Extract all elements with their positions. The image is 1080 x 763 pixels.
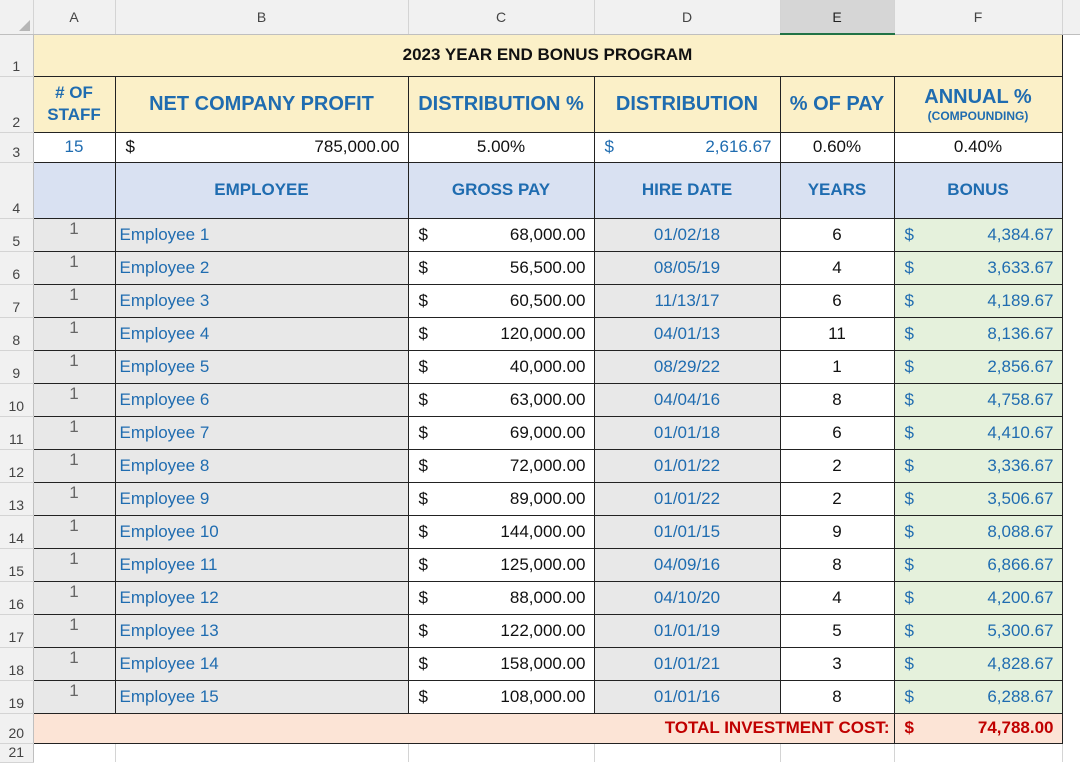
row-header-1[interactable]: 1 <box>0 34 33 76</box>
gross-value: 120,000.00 <box>500 323 586 343</box>
bonus-currency: $ <box>904 257 914 277</box>
employee-name-cell[interactable]: Employee 3 <box>115 284 408 317</box>
gross-value: 68,000.00 <box>509 224 586 244</box>
gross-value: 125,000.00 <box>500 554 586 574</box>
bonus-cell[interactable] <box>894 416 1062 449</box>
employee-name-cell[interactable]: Employee 10 <box>115 515 408 548</box>
employee-row <box>0 350 1080 383</box>
row-header-5[interactable]: 5 <box>0 218 33 251</box>
bonus-cell[interactable] <box>894 482 1062 515</box>
gross-currency: $ <box>418 422 428 442</box>
bonus-value: 5,300.67 <box>987 620 1054 640</box>
gross-pay-cell[interactable] <box>408 548 594 581</box>
bonus-cell[interactable] <box>894 317 1062 350</box>
bonus-cell[interactable] <box>894 581 1062 614</box>
bonus-value: 2,856.67 <box>987 356 1054 376</box>
net-profit-currency: $ <box>125 137 135 156</box>
bonus-currency: $ <box>904 323 914 343</box>
distribution-value-cell[interactable] <box>594 132 780 162</box>
bonus-value: 4,410.67 <box>987 422 1054 442</box>
hire-date-cell[interactable]: 04/01/13 <box>594 317 780 350</box>
column-header-e[interactable]: E <box>780 0 894 34</box>
row-header-12[interactable]: 12 <box>0 449 33 482</box>
gross-value: 158,000.00 <box>500 653 586 673</box>
row-header-3[interactable]: 3 <box>0 132 33 162</box>
hire-date-cell[interactable]: 01/01/21 <box>594 647 780 680</box>
employee-row <box>0 680 1080 713</box>
employee-row <box>0 449 1080 482</box>
distribution-pct-header: DISTRIBUTION % <box>418 92 584 115</box>
employee-row <box>0 218 1080 251</box>
staff-cell[interactable]: 1 <box>33 581 115 614</box>
row-header-20[interactable]: 20 <box>0 713 33 743</box>
employee-row <box>0 482 1080 515</box>
years-header-cell[interactable]: YEARS <box>780 162 894 218</box>
net-profit-value: 785,000.00 <box>314 137 400 156</box>
column-header-row <box>0 0 1080 34</box>
employee-name-cell[interactable]: Employee 6 <box>115 383 408 416</box>
column-header-b[interactable]: B <box>115 0 408 34</box>
title-cell[interactable]: 2023 YEAR END BONUS PROGRAM <box>33 34 1062 76</box>
staff-cell[interactable]: 1 <box>33 218 115 251</box>
bonus-cell[interactable] <box>894 614 1062 647</box>
bonus-value: 6,288.67 <box>987 686 1054 706</box>
bonus-currency: $ <box>904 554 914 574</box>
bonus-currency: $ <box>904 686 914 706</box>
empty-cell[interactable] <box>33 743 115 762</box>
staff-cell[interactable]: 1 <box>33 515 115 548</box>
staff-cell[interactable]: 1 <box>33 350 115 383</box>
gross-currency: $ <box>418 257 428 277</box>
years-cell[interactable]: 8 <box>780 680 894 713</box>
gross-pay-cell[interactable] <box>408 515 594 548</box>
bonus-value: 8,136.67 <box>987 323 1054 343</box>
staff-cell[interactable]: 1 <box>33 614 115 647</box>
select-all-corner[interactable] <box>0 0 33 34</box>
years-cell[interactable]: 5 <box>780 614 894 647</box>
hire-date-cell[interactable]: 04/10/20 <box>594 581 780 614</box>
row-header-17[interactable]: 17 <box>0 614 33 647</box>
years-cell[interactable]: 3 <box>780 647 894 680</box>
gross-currency: $ <box>418 686 428 706</box>
bonus-currency: $ <box>904 587 914 607</box>
gross-value: 40,000.00 <box>509 356 586 376</box>
gross-pay-cell[interactable] <box>408 482 594 515</box>
empty-cell[interactable] <box>594 743 780 762</box>
hire-date-cell[interactable]: 08/29/22 <box>594 350 780 383</box>
bonus-value: 4,758.67 <box>987 389 1054 409</box>
bonus-value: 3,633.67 <box>987 257 1054 277</box>
total-value: 74,788.00 <box>977 718 1054 737</box>
gross-value: 108,000.00 <box>500 686 586 706</box>
employee-row <box>0 581 1080 614</box>
employee-header-cell[interactable]: EMPLOYEE <box>115 162 408 218</box>
hire-date-header-cell[interactable]: HIRE DATE <box>594 162 780 218</box>
bonus-currency: $ <box>904 521 914 541</box>
row-3 <box>0 132 1080 162</box>
bonus-cell[interactable] <box>894 647 1062 680</box>
net-profit-header-cell[interactable] <box>115 76 408 132</box>
hire-date-cell[interactable]: 01/02/18 <box>594 218 780 251</box>
gross-currency: $ <box>418 455 428 475</box>
employee-name-cell[interactable]: Employee 15 <box>115 680 408 713</box>
years-cell[interactable]: 6 <box>780 284 894 317</box>
gross-pay-cell[interactable] <box>408 350 594 383</box>
bonus-currency: $ <box>904 422 914 442</box>
gross-currency: $ <box>418 290 428 310</box>
gross-value: 63,000.00 <box>509 389 586 409</box>
row-header-14[interactable]: 14 <box>0 515 33 548</box>
row-header-18[interactable]: 18 <box>0 647 33 680</box>
gross-pay-cell[interactable] <box>408 416 594 449</box>
gross-value: 122,000.00 <box>500 620 586 640</box>
gross-currency: $ <box>418 389 428 409</box>
gross-currency: $ <box>418 554 428 574</box>
net-profit-header: NET COMPANY PROFIT <box>149 92 374 115</box>
annual-pct-subheader: (COMPOUNDING) <box>927 108 1029 123</box>
staff-cell[interactable]: 1 <box>33 647 115 680</box>
gross-pay-cell[interactable] <box>408 581 594 614</box>
years-cell[interactable]: 4 <box>780 581 894 614</box>
row-header-13[interactable]: 13 <box>0 482 33 515</box>
years-cell[interactable]: 6 <box>780 416 894 449</box>
annual-pct-header: ANNUAL % <box>924 85 1032 108</box>
bonus-cell[interactable] <box>894 218 1062 251</box>
bonus-value: 3,506.67 <box>987 488 1054 508</box>
column-header-d[interactable]: D <box>594 0 780 34</box>
gross-currency: $ <box>418 587 428 607</box>
hire-date-cell[interactable]: 11/13/17 <box>594 284 780 317</box>
pct-of-pay-value-cell[interactable]: 0.60% <box>780 132 894 162</box>
employee-row <box>0 416 1080 449</box>
gross-value: 60,500.00 <box>509 290 586 310</box>
hire-date-cell[interactable]: 04/09/16 <box>594 548 780 581</box>
staff-count-cell[interactable]: 15 <box>33 132 115 162</box>
row-header-15[interactable]: 15 <box>0 548 33 581</box>
employee-name-cell[interactable]: Employee 4 <box>115 317 408 350</box>
bonus-cell[interactable] <box>894 449 1062 482</box>
distribution-pct-header-cell[interactable] <box>408 76 594 132</box>
bonus-cell[interactable] <box>894 383 1062 416</box>
total-label-cell[interactable]: TOTAL INVESTMENT COST: <box>33 713 894 743</box>
gross-pay-header-cell[interactable]: GROSS PAY <box>408 162 594 218</box>
pct-of-pay-header-cell[interactable] <box>780 76 894 132</box>
employee-row <box>0 647 1080 680</box>
empty-cell[interactable] <box>408 743 594 762</box>
row-header-11[interactable]: 11 <box>0 416 33 449</box>
gross-currency: $ <box>418 323 428 343</box>
distribution-value: 2,616.67 <box>705 137 772 156</box>
distribution-currency: $ <box>604 137 614 156</box>
bonus-currency: $ <box>904 455 914 475</box>
row-header-8[interactable]: 8 <box>0 317 33 350</box>
total-currency: $ <box>904 718 914 737</box>
column-header-c[interactable]: C <box>408 0 594 34</box>
years-cell[interactable]: 11 <box>780 317 894 350</box>
years-cell[interactable]: 9 <box>780 515 894 548</box>
gross-value: 88,000.00 <box>509 587 586 607</box>
years-cell[interactable]: 8 <box>780 548 894 581</box>
hire-date-cell[interactable]: 01/01/22 <box>594 482 780 515</box>
bonus-cell[interactable] <box>894 350 1062 383</box>
gross-pay-cell[interactable] <box>408 614 594 647</box>
distribution-header-cell[interactable] <box>594 76 780 132</box>
gross-currency: $ <box>418 521 428 541</box>
years-cell[interactable]: 6 <box>780 218 894 251</box>
row-20 <box>0 713 1080 743</box>
employee-row <box>0 317 1080 350</box>
employee-row <box>0 515 1080 548</box>
employee-name-cell[interactable]: Employee 5 <box>115 350 408 383</box>
employee-row <box>0 284 1080 317</box>
employee-name-cell[interactable]: Employee 13 <box>115 614 408 647</box>
bonus-value: 8,088.67 <box>987 521 1054 541</box>
employee-name-cell[interactable]: Employee 2 <box>115 251 408 284</box>
hire-date-cell[interactable]: 04/04/16 <box>594 383 780 416</box>
bonus-cell[interactable] <box>894 680 1062 713</box>
empty-cell[interactable] <box>115 743 408 762</box>
bonus-cell[interactable] <box>894 515 1062 548</box>
gross-pay-cell[interactable] <box>408 218 594 251</box>
row-4 <box>0 162 1080 218</box>
employee-name-cell[interactable]: Employee 8 <box>115 449 408 482</box>
empty-cell[interactable] <box>780 743 894 762</box>
years-cell[interactable]: 2 <box>780 482 894 515</box>
gross-pay-cell[interactable] <box>408 284 594 317</box>
employee-row <box>0 383 1080 416</box>
employee-name-cell[interactable]: Employee 9 <box>115 482 408 515</box>
bonus-cell[interactable] <box>894 284 1062 317</box>
row-1 <box>0 34 1080 76</box>
gross-pay-cell[interactable] <box>408 449 594 482</box>
row-header-9[interactable]: 9 <box>0 350 33 383</box>
distribution-header: DISTRIBUTION <box>615 92 759 115</box>
bonus-currency: $ <box>904 389 914 409</box>
hire-date-cell[interactable]: 01/01/22 <box>594 449 780 482</box>
gross-value: 72,000.00 <box>509 455 586 475</box>
staff-cell[interactable]: 1 <box>33 383 115 416</box>
years-cell[interactable]: 2 <box>780 449 894 482</box>
hire-date-cell[interactable]: 01/01/15 <box>594 515 780 548</box>
column-header-a[interactable]: A <box>33 0 115 34</box>
row-header-16[interactable]: 16 <box>0 581 33 614</box>
gross-currency: $ <box>418 224 428 244</box>
row-header-4[interactable]: 4 <box>0 162 33 218</box>
bonus-header-cell[interactable]: BONUS <box>894 162 1062 218</box>
row-header-7[interactable]: 7 <box>0 284 33 317</box>
staff-cell[interactable]: 1 <box>33 548 115 581</box>
staff-cell[interactable]: 1 <box>33 482 115 515</box>
employee-name-cell[interactable]: Employee 7 <box>115 416 408 449</box>
employee-name-cell[interactable]: Employee 12 <box>115 581 408 614</box>
employee-name-cell[interactable]: Employee 1 <box>115 218 408 251</box>
gross-pay-cell[interactable] <box>408 680 594 713</box>
empty-cell[interactable] <box>894 743 1062 762</box>
employee-row <box>0 614 1080 647</box>
gross-pay-cell[interactable] <box>408 251 594 284</box>
employee-name-cell[interactable]: Employee 14 <box>115 647 408 680</box>
gross-pay-cell[interactable] <box>408 647 594 680</box>
row-2 <box>0 76 1080 132</box>
blank-header-cell[interactable] <box>33 162 115 218</box>
bonus-currency: $ <box>904 653 914 673</box>
years-cell[interactable]: 1 <box>780 350 894 383</box>
gross-currency: $ <box>418 356 428 376</box>
bonus-currency: $ <box>904 290 914 310</box>
net-profit-value-cell[interactable] <box>115 132 408 162</box>
gross-pay-cell[interactable] <box>408 383 594 416</box>
employee-row <box>0 548 1080 581</box>
bonus-value: 4,828.67 <box>987 653 1054 673</box>
bonus-value: 4,200.67 <box>987 587 1054 607</box>
staff-cell[interactable]: 1 <box>33 317 115 350</box>
gross-currency: $ <box>418 620 428 640</box>
staff-cell[interactable]: 1 <box>33 251 115 284</box>
column-header-f[interactable]: F <box>894 0 1062 34</box>
distribution-pct-value-cell[interactable]: 5.00% <box>408 132 594 162</box>
staff-cell[interactable]: 1 <box>33 416 115 449</box>
staff-header-cell[interactable] <box>33 76 115 132</box>
row-header-6[interactable]: 6 <box>0 251 33 284</box>
bonus-value: 4,384.67 <box>987 224 1054 244</box>
staff-cell[interactable]: 1 <box>33 449 115 482</box>
gross-value: 56,500.00 <box>509 257 586 277</box>
pct-of-pay-header: % OF PAY <box>789 92 885 115</box>
column-header-blank <box>1062 0 1080 34</box>
bonus-value: 6,866.67 <box>987 554 1054 574</box>
bonus-currency: $ <box>904 356 914 376</box>
staff-cell[interactable]: 1 <box>33 680 115 713</box>
hire-date-cell[interactable]: 08/05/19 <box>594 251 780 284</box>
annual-pct-value-cell[interactable]: 0.40% <box>894 132 1062 162</box>
select-all-triangle-icon <box>19 20 30 31</box>
gross-value: 144,000.00 <box>500 521 586 541</box>
gross-value: 69,000.00 <box>509 422 586 442</box>
row-21 <box>0 743 1080 762</box>
row-header-19[interactable]: 19 <box>0 680 33 713</box>
bonus-cell[interactable] <box>894 548 1062 581</box>
staff-header-line1: # OF <box>55 83 93 102</box>
row-header-21[interactable]: 21 <box>0 743 33 762</box>
bonus-currency: $ <box>904 224 914 244</box>
gross-currency: $ <box>418 488 428 508</box>
gross-currency: $ <box>418 653 428 673</box>
row-header-2[interactable]: 2 <box>0 76 33 132</box>
bonus-currency: $ <box>904 620 914 640</box>
gross-value: 89,000.00 <box>509 488 586 508</box>
employee-name-cell[interactable]: Employee 11 <box>115 548 408 581</box>
hire-date-cell[interactable]: 01/01/18 <box>594 416 780 449</box>
annual-pct-header-cell[interactable] <box>894 76 1062 132</box>
staff-header-line2: STAFF <box>47 105 101 124</box>
bonus-cell[interactable] <box>894 251 1062 284</box>
hire-date-cell[interactable]: 01/01/19 <box>594 614 780 647</box>
years-cell[interactable]: 8 <box>780 383 894 416</box>
gross-pay-cell[interactable] <box>408 317 594 350</box>
years-cell[interactable]: 4 <box>780 251 894 284</box>
total-value-cell[interactable] <box>894 713 1062 743</box>
bonus-value: 3,336.67 <box>987 455 1054 475</box>
staff-cell[interactable]: 1 <box>33 284 115 317</box>
hire-date-cell[interactable]: 01/01/16 <box>594 680 780 713</box>
bonus-currency: $ <box>904 488 914 508</box>
row-header-10[interactable]: 10 <box>0 383 33 416</box>
bonus-value: 4,189.67 <box>987 290 1054 310</box>
employee-row <box>0 251 1080 284</box>
